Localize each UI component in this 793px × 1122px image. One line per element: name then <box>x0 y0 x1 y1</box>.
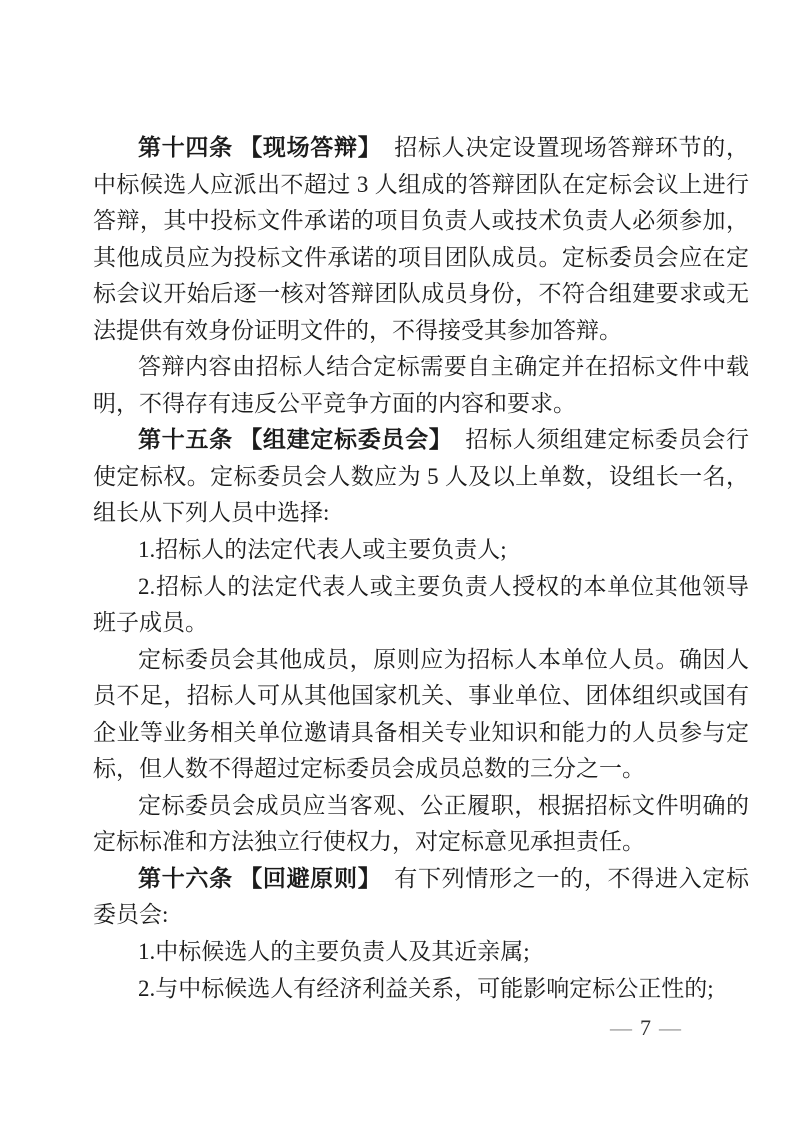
list-item-2 <box>93 569 749 642</box>
paragraph-text: 1.招标人的法定代表人或主要负责人; <box>138 537 507 563</box>
paragraph-article-16 <box>93 861 749 934</box>
paragraph-article-14 <box>93 130 749 349</box>
page-number-value: 7 <box>640 1015 653 1040</box>
paragraph-text: 答辩内容由招标人结合定标需要自主确定并在招标文件中载明，不得存有违反公平竞争方面的内容和要求。 <box>93 354 749 416</box>
paragraph-article-15 <box>93 422 749 532</box>
paragraph-text: 定标委员会其他成员，原则应为招标人本单位人员。确因人员不足，招标人可从其他国家机关、事业单位、团体组织或国有企业等业务相关单位邀请具备相关专业知识和能力的人员参与定标，但人数不得超过定标委员会成员总数的三分之一。 <box>93 646 749 782</box>
paragraph-text: 定标委员会成员应当客观、公正履职，根据招标文件明确的定标标准和方法独立行使权力，对定标意见承担责任。 <box>93 792 749 855</box>
list-item-1 <box>93 532 749 569</box>
paragraph <box>93 349 749 422</box>
list-item-2 <box>93 971 749 1008</box>
paragraph-text: 有下列情形之一的，不得进入定标委员会: <box>93 865 750 928</box>
page-number-left-dash: — <box>610 1015 634 1040</box>
paragraph-text: 招标人决定设置现场答辩环节的，中标候选人应派出不超过 3 人组成的答辩团队在定标会议上进行答辩，其中投标文件承诺的项目负责人或技术负责人必须参加，其他成员应为投标文件承诺的项目团队成员。定标委员会应在定标会议开始后逐一核对答辩团队成员身份，不符合组建要求或无法提供有效身份证明文件的，不得接受其参加答辩。 <box>93 135 750 343</box>
paragraph-text: 招标人须组建定标委员会行使定标权。定标委员会人数应为 5 人及以上单数，设组长一名，组长从下列人员中选择: <box>93 427 750 526</box>
list-item-1 <box>93 934 749 971</box>
paragraph <box>93 642 749 788</box>
article-14-heading: 第十四条 【现场答辩】 <box>138 135 382 160</box>
page-number-right-dash: — <box>659 1015 683 1040</box>
paragraph-text: 2.招标人的法定代表人或主要负责人授权的本单位其他领导班子成员。 <box>93 573 749 636</box>
article-16-heading: 第十六条 【回避原则】 <box>138 865 382 891</box>
paragraph <box>93 788 749 861</box>
page-number <box>610 1013 683 1043</box>
paragraph-text: 2.与中标候选人有经济利益关系，可能影响定标公正性的; <box>138 975 714 1001</box>
document-body <box>93 130 749 1007</box>
paragraph-text: 1.中标候选人的主要负责人及其近亲属; <box>138 939 530 965</box>
article-15-heading: 第十五条 【组建定标委员会】 <box>138 427 453 453</box>
